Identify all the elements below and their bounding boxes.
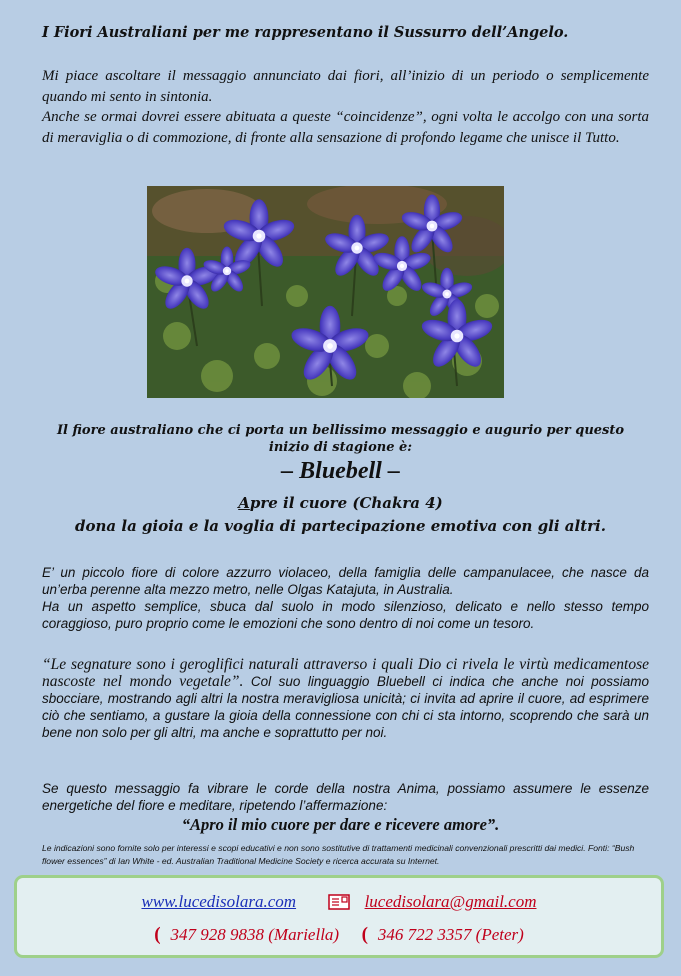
bluebell-flowers-photo <box>147 186 504 398</box>
chakra-line <box>40 494 641 512</box>
intro-paragraph-2: Anche se ormai dovrei essere abituata a queste “coincidenze”, ogni volta le accolgo con una sorta di meraviglia o di commozione, di fronte alla sensazione di profondo legame che unisce il Tutto. <box>42 109 649 146</box>
affirmation: “Apro il mio cuore per dare e ricevere amore”. <box>181 815 500 834</box>
quote-text <box>42 656 649 741</box>
disclaimer: Le indicazioni sono fornite solo per interessi e scopi educativi e non sono sostitutive di trattamenti medicinali convenzionali prescritti dai medici. Fonti: “Bush flower essences” di Ian White - ed. Australian Traditional Medicine Society e ricerca accurata su Internet. <box>42 843 635 866</box>
chakra-initial: A <box>238 494 250 512</box>
footer-phones-row <box>17 924 661 946</box>
closing-paragraph: Se questo messaggio fa vibrare le corde della nostra Anima, possiamo assumere le essenze energetiche del fiore e meditare, ripetendo l’affermazione: <box>42 781 649 813</box>
phone-icon: ( <box>154 924 161 945</box>
website-link[interactable]: www.lucedisolara.com <box>141 892 297 911</box>
quote-lead: “Le segnature sono i geroglifici naturali attraverso i quali Dio ci rivela le virtù medicamentose nascoste nel mondo vegetale”. <box>42 656 649 690</box>
footer-links-row <box>17 892 661 915</box>
quote-paragraph <box>42 656 649 741</box>
intro-text <box>42 66 649 148</box>
description-text <box>42 564 649 632</box>
phone-icon: ( <box>361 924 368 945</box>
phone-mariella[interactable]: 347 928 9838 (Mariella) <box>170 925 340 944</box>
flower-gift-line: dona la gioia e la voglia di partecipazione emotiva con gli altri. <box>75 517 606 535</box>
intro-paragraph-1: Mi piace ascoltare il messaggio annunciato dai fiori, all’inizio di un periodo o semplicemente quando mi sento in sintonia. <box>42 68 649 105</box>
envelope-icon <box>328 894 350 915</box>
closing-text <box>42 780 649 814</box>
phone-peter[interactable]: 346 722 3357 (Peter) <box>377 925 524 944</box>
bluebell-illustration <box>147 186 504 398</box>
flower-intro-subtitle: Il fiore australiano che ci porta un bellissimo messaggio e augurio per questo inizio di stagione è: <box>56 423 625 455</box>
chakra-text: pre il cuore (Chakra 4) <box>249 494 443 512</box>
description-paragraph-1: E’ un piccolo fiore di colore azzurro violaceo, della famiglia delle campanulacee, che nasce da un’erba perenne alta mezzo metro, nelle Olgas Katajuta, in Australia. <box>42 565 649 597</box>
email-link[interactable]: lucedisolara@gmail.com <box>364 892 537 911</box>
description-paragraph-2: Ha un aspetto semplice, sbuca dal suolo in modo silenzioso, delicato e nello stesso tempo coraggioso, puro proprio come le emozioni che sono dentro di noi come un tesoro. <box>42 599 649 631</box>
contact-footer <box>14 875 664 958</box>
page-heading: I Fiori Australiani per me rappresentano il Sussurro dell’Angelo. <box>42 24 569 41</box>
quote-rest: Col suo linguaggio Bluebell ci indica che anche noi possiamo sbocciare, mostrando agli altri la nostra meravigliosa unicità; ci invita ad aprire il cuore, ad esprimere ciò che sentiamo, a gustare la gioia della connessione con chi ci sta intorno, scoprendo che sarà un bene non solo per gli altri, ma anche e soprattutto per noi. <box>42 674 650 740</box>
flower-name: – Bluebell – <box>281 458 400 484</box>
